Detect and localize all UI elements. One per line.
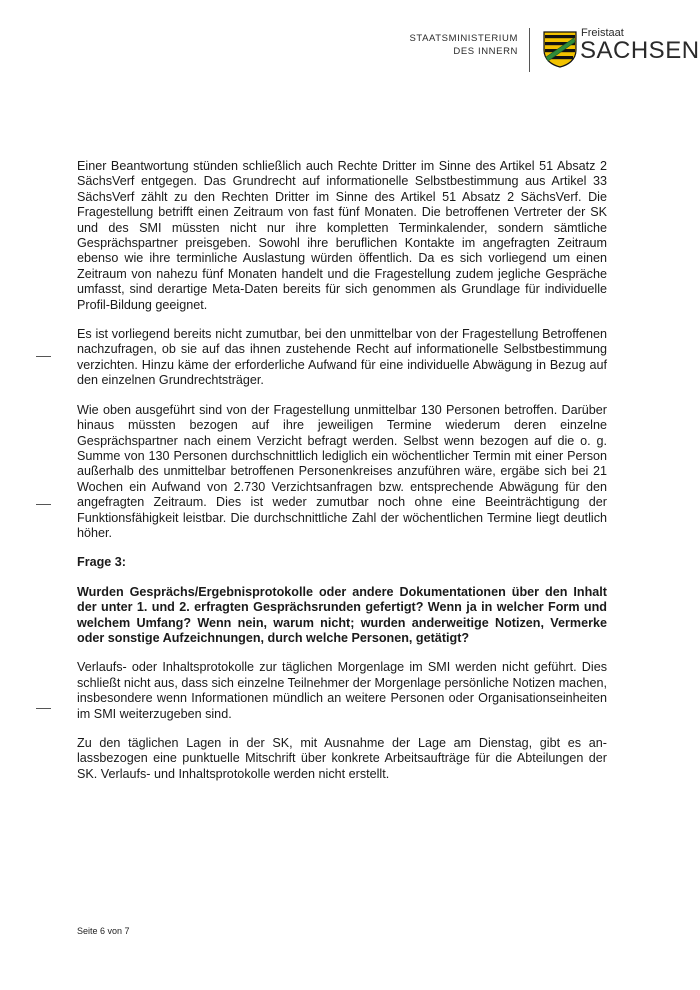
ministry-name [398, 32, 518, 58]
margin-fold-mark [36, 708, 51, 709]
letterhead-divider [529, 28, 530, 72]
state-label-large: SACHSEN [580, 37, 700, 64]
document-body [77, 159, 607, 796]
ministry-line-2: DES INNERN [453, 46, 518, 57]
state-label-small: Freistaat [581, 27, 624, 39]
question-text: Wurden Gesprächs/Ergebnisprotokolle oder andere Dokumentationen über den Inhalt der unter 1. und 2. erfragten Gesprächsrunden gefertigt? Wenn ja in welcher Form und welchem Umfang? Wenn nein, warum nicht; wurden anderweitige Notizen, Vermerke oder sonstige Aufzeichnungen, durch welche Personen, getätigt? [77, 584, 607, 645]
letterhead [0, 24, 700, 84]
question-label: Frage 3: [77, 555, 126, 570]
saxony-coat-of-arms-icon [542, 30, 578, 68]
body-paragraph: Es ist vorliegend bereits nicht zumutbar, bei den unmittelbar von der Fragestellung Betroffenen nachzufragen, ob sie auf das ihnen zustehende Recht auf informationelle Selbstbestimmung verzichten. Hinzu käme der erforderliche Aufwand für eine individuelle Abwägung in Bezug auf den einzelnen Grundrechtsträger. [77, 327, 607, 388]
page-number: Seite 6 von 7 [77, 926, 130, 936]
answer-paragraph: Zu den täglichen Lagen in der SK, mit Ausnahme der Lage am Dienstag, gibt es anlassbezogen eine punktuelle Mitschrift über konkrete Arbeitsaufträge für die Abteilungen der SK. Verlaufs- und Inhaltsprotokolle werden nicht erstellt. [77, 736, 607, 781]
body-paragraph: Einer Beantwortung stünden schließlich auch Rechte Dritter im Sinne des Artikel 51 Absatz 2 SächsVerf entgegen. Das Grundrecht auf informationelle Selbstbestimmung aus Artikel 33 SächsVerf zählt zu den Rechten Dritter im Sinne des Artikel 51 Absatz 2 SächsVerf. Die Fragestellung betrifft einen Zeitraum von fast fünf Monaten. Die betroffenen Vertreter der SK und des SMI müssten nicht nur ihre kompletten Terminkalender, sondern sämtliche Gesprächspartner preisgeben. Sowohl ihre beruflichen Kontakte im angefragten Zeitraum ebenso wie ihre terminliche Auslastung würden öffentlich. Da es sich vorliegend um einen Zeitraum von nahezu fünf Monaten handelt und die Fragestellung zudem jegliche Gespräche umfasst, sind derartige Meta-Daten bereits für sich genommen als Grundlage für individuelle Profil-Bildung geeignet. [77, 159, 607, 312]
answer-paragraph: Verlaufs- oder Inhaltsprotokolle zur täglichen Morgenlage im SMI werden nicht geführt. Dies schließt nicht aus, dass sich einzelne Teilnehmer der Morgenlage persönliche Notizen machen, insbesondere wenn Informationen mündlich an weitere Personen oder Organisationseinheiten im SMI weiterzugeben sind. [77, 660, 607, 721]
margin-fold-mark [36, 504, 51, 505]
body-paragraph: Wie oben ausgeführt sind von der Fragestellung unmittelbar 130 Personen betroffen. Darüber hinaus müssten bezogen auf ihre jeweiligen Termine wiederum deren einzelne Gesprächspartner nach einem Verzicht befragt werden. Selbst wenn bezogen auf die o. g. Summe von 130 Personen durchschnittlich lediglich ein wöchentlicher Termin mit einer Person außerhalb des unmittelbar betroffenen Personenkreises anzuführen wäre, ergäbe sich bei 21 Wochen ein Aufwand von 2.730 Verzichtsanfragen bzw. entsprechende Abwägung für den angefragten Zeitraum. Dies ist weder zumutbar noch ohne eine Beeinträchtigung der Funktionsfähigkeit leistbar. Die durchschnittliche Zahl der wöchentlichen Termine liegt deutlich höher. [77, 402, 607, 540]
ministry-line-1: STAATSMINISTERIUM [409, 33, 518, 44]
margin-fold-mark [36, 356, 51, 357]
